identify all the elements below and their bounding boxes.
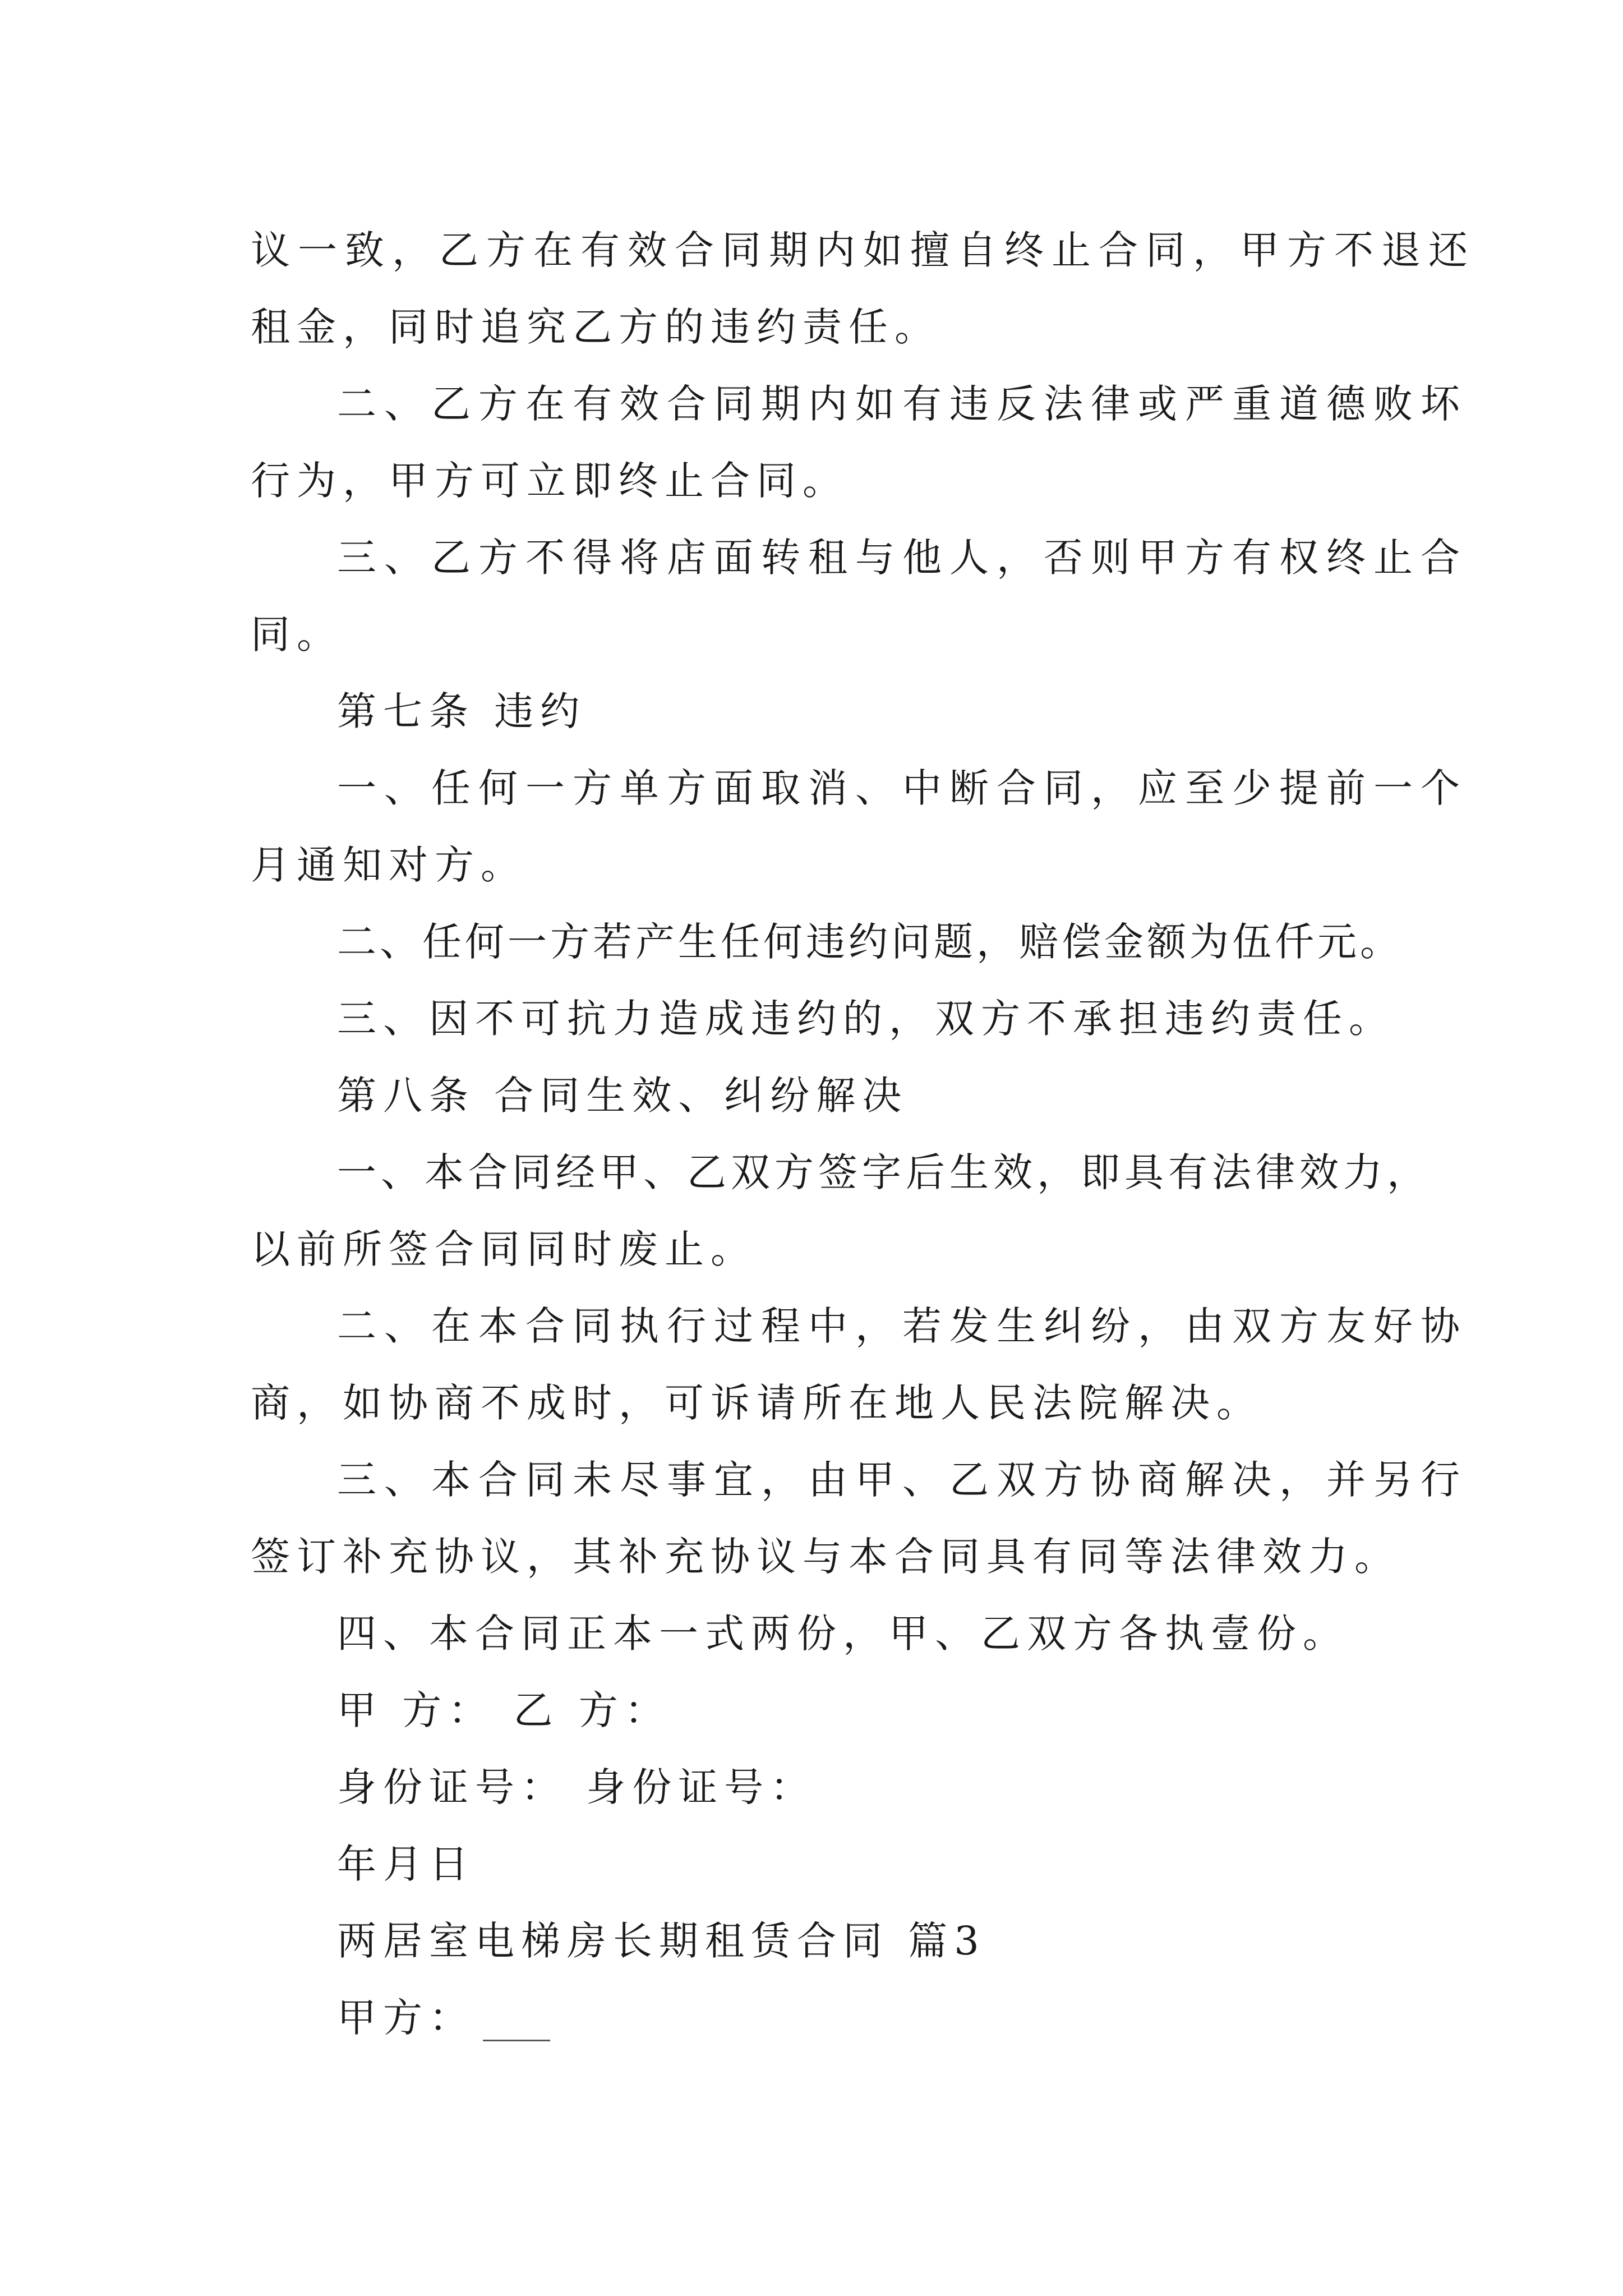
paragraph-line: 以前所签合同同时废止。 [251, 1226, 757, 1272]
contract-title: 两居室电梯房长期租赁合同 篇3 [337, 1918, 986, 1964]
clause-line: 三、因不可抗力造成违约的，双方不承担违约责任。 [337, 996, 1395, 1042]
signature-date-line: 年月日 [337, 1841, 475, 1887]
clause-line: 一、本合同经甲、乙双方签字后生效，即具有法律效力， [337, 1149, 1431, 1195]
section-heading: 第八条 合同生效、纠纷解决 [337, 1073, 909, 1119]
signature-party-line: 甲 方： 乙 方： [337, 1687, 671, 1733]
clause-line: 四、本合同正本一式两份，甲、乙双方各执壹份。 [337, 1611, 1349, 1657]
paragraph-line: 月通知对方。 [251, 842, 527, 888]
clause-line: 三、本合同未尽事宜，由甲、乙双方协商解决，并另行 [337, 1457, 1468, 1503]
paragraph-line: 议一致，乙方在有效合同期内如擅自终止合同，甲方不退还 [251, 227, 1476, 273]
section-heading: 第七条 违约 [337, 688, 587, 734]
paragraph-line: 商，如协商不成时，可诉请所在地人民法院解决。 [251, 1380, 1262, 1426]
clause-line: 二、在本合同执行过程中，若发生纠纷，由双方友好协 [337, 1303, 1468, 1349]
document-body [251, 212, 1476, 2056]
fill-in-blank [483, 2034, 550, 2041]
party-a-label: 甲方： [337, 1995, 475, 2041]
clause-line: 二、乙方在有效合同期内如有违反法律或严重道德败坏 [337, 381, 1468, 427]
paragraph-line: 租金，同时追究乙方的违约责任。 [251, 304, 940, 350]
party-a-line [251, 1980, 1389, 2056]
clause-line: 二、任何一方若产生任何违约问题，赔偿金额为伍仟元。 [337, 919, 1403, 965]
paragraph-line: 行为，甲方可立即终止合同。 [251, 458, 849, 504]
signature-id-line: 身份证号： 身份证号： [337, 1764, 817, 1810]
paragraph-line: 签订补充协议，其补充协议与本合同具有同等法律效力。 [251, 1534, 1400, 1580]
clause-line: 一、任何一方单方面取消、中断合同，应至少提前一个 [337, 765, 1468, 811]
paragraph-line: 同。 [251, 611, 343, 657]
clause-line: 三、乙方不得将店面转租与他人，否则甲方有权终止合 [337, 535, 1468, 581]
